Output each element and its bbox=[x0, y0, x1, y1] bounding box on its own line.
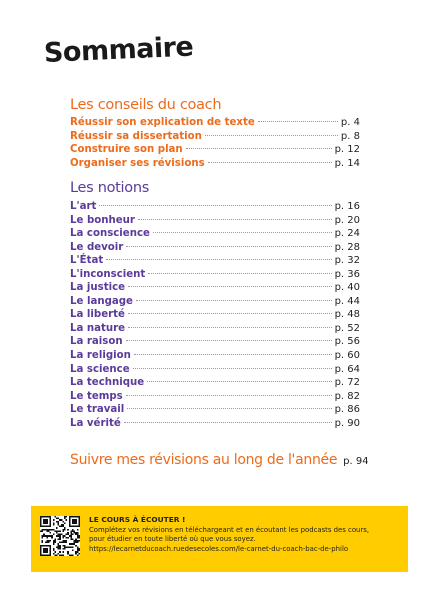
conseils-list bbox=[70, 116, 360, 170]
notion-entry[interactable] bbox=[70, 335, 360, 349]
toc-entry-label: Le langage bbox=[70, 295, 133, 307]
toc-entry-label: La science bbox=[70, 363, 130, 375]
dot-leader bbox=[136, 300, 332, 301]
toc-entry-label: Réussir sa dissertation bbox=[70, 130, 202, 142]
notions-section bbox=[70, 180, 360, 430]
toc-entry-label: La raison bbox=[70, 336, 123, 348]
notion-entry[interactable] bbox=[70, 308, 360, 322]
dot-leader bbox=[126, 395, 332, 396]
banner-line-1: Complétez vos révisions en téléchargeant et en écoutant les podcasts des cours, bbox=[89, 525, 370, 534]
suivi-section bbox=[70, 451, 369, 469]
toc-entry-page: p. 20 bbox=[334, 214, 360, 226]
toc-entry-page: p. 52 bbox=[334, 322, 360, 334]
toc-entry-label: La religion bbox=[70, 350, 131, 362]
toc-entry-suivi[interactable] bbox=[70, 451, 369, 469]
notions-list bbox=[70, 200, 360, 430]
toc-entry-page: p. 4 bbox=[340, 117, 360, 128]
toc-entry-label: Le devoir bbox=[70, 241, 124, 253]
conseils-heading: Les conseils du coach bbox=[70, 97, 222, 113]
banner-title: LE COURS À ÉCOUTER ! bbox=[89, 515, 186, 524]
toc-entry-label: Construire son plan bbox=[70, 144, 183, 156]
notion-entry[interactable] bbox=[70, 376, 360, 390]
notion-entry[interactable] bbox=[70, 214, 360, 228]
dot-leader bbox=[128, 313, 332, 314]
toc-entry-page: p. 60 bbox=[334, 350, 360, 362]
notion-entry[interactable] bbox=[70, 200, 360, 214]
conseils-entry[interactable] bbox=[70, 130, 360, 144]
dot-leader bbox=[106, 259, 331, 260]
toc-entry-label: Organiser ses révisions bbox=[70, 157, 205, 169]
toc-entry-label: Suivre mes révisions au long de l'année bbox=[70, 452, 338, 468]
notion-entry[interactable] bbox=[70, 417, 360, 431]
toc-entry-page: p. 90 bbox=[334, 417, 360, 429]
toc-entry-label: La conscience bbox=[70, 228, 150, 240]
dot-leader bbox=[126, 246, 331, 247]
toc-entry-label: La vérité bbox=[70, 417, 121, 429]
notion-entry[interactable] bbox=[70, 403, 360, 417]
banner-text bbox=[89, 515, 404, 554]
toc-entry-page: p. 44 bbox=[334, 295, 360, 307]
toc-entry-page: p. 24 bbox=[334, 228, 360, 240]
toc-entry-page: p. 28 bbox=[334, 241, 360, 253]
notion-entry[interactable] bbox=[70, 349, 360, 363]
toc-entry-label: La technique bbox=[70, 377, 145, 389]
dot-leader bbox=[124, 422, 332, 423]
toc-entry-label: Le bonheur bbox=[70, 214, 135, 226]
toc-entry-page: p. 64 bbox=[334, 363, 360, 375]
notion-entry[interactable] bbox=[70, 227, 360, 241]
dot-leader bbox=[148, 273, 331, 274]
notion-entry[interactable] bbox=[70, 241, 360, 255]
notion-entry[interactable] bbox=[70, 363, 360, 377]
toc-entry-page: p. 36 bbox=[334, 268, 360, 280]
toc-entry-page: p. 72 bbox=[334, 377, 360, 389]
dot-leader bbox=[208, 162, 332, 163]
toc-entry-label: La justice bbox=[70, 282, 126, 294]
dot-leader bbox=[126, 340, 332, 341]
qr-code-icon[interactable] bbox=[40, 516, 80, 556]
toc-entry-label: La liberté bbox=[70, 309, 125, 321]
toc-entry-label: L'art bbox=[70, 201, 97, 212]
dot-leader bbox=[153, 232, 332, 233]
notion-entry[interactable] bbox=[70, 268, 360, 282]
toc-entry-page: p. 40 bbox=[334, 282, 360, 294]
toc-entry-label: Le travail bbox=[70, 404, 125, 416]
toc-entry-label: Le temps bbox=[70, 390, 123, 402]
toc-entry-page: p. 16 bbox=[334, 201, 360, 212]
dot-leader bbox=[205, 135, 338, 136]
dot-leader bbox=[99, 205, 331, 206]
toc-entry-label: La nature bbox=[70, 322, 126, 334]
notion-entry[interactable] bbox=[70, 295, 360, 309]
dot-leader bbox=[133, 368, 332, 369]
dot-leader bbox=[186, 148, 332, 149]
banner-line-2: pour étudier en toute liberté où que vous soyez. bbox=[89, 535, 256, 544]
page-title: Sommaire bbox=[43, 31, 194, 69]
dot-leader bbox=[128, 327, 331, 328]
toc-entry-page: p. 82 bbox=[334, 390, 360, 402]
conseils-entry[interactable] bbox=[70, 116, 360, 130]
notion-entry[interactable] bbox=[70, 322, 360, 336]
dot-leader bbox=[147, 381, 331, 382]
conseils-entry[interactable] bbox=[70, 157, 360, 171]
podcast-banner bbox=[31, 506, 408, 572]
toc-entry-page: p. 14 bbox=[334, 157, 360, 169]
conseils-entry[interactable] bbox=[70, 143, 360, 157]
dot-leader bbox=[138, 219, 332, 220]
toc-entry-label: L'inconscient bbox=[70, 268, 146, 280]
toc-entry-page: p. 48 bbox=[334, 309, 360, 321]
dot-leader bbox=[128, 286, 332, 287]
notions-heading: Les notions bbox=[70, 180, 149, 196]
notion-entry[interactable] bbox=[70, 281, 360, 295]
conseils-section bbox=[70, 97, 360, 170]
toc-entry-page: p. 56 bbox=[334, 336, 360, 348]
toc-entry-label: L'État bbox=[70, 255, 104, 267]
dot-leader bbox=[127, 408, 331, 409]
toc-entry-label: Réussir son explication de texte bbox=[70, 117, 255, 128]
toc-entry-page: p. 12 bbox=[334, 144, 360, 156]
toc-entry-page: p. 8 bbox=[340, 130, 360, 142]
toc-entry-page: p. 86 bbox=[334, 404, 360, 416]
notion-entry[interactable] bbox=[70, 390, 360, 404]
dot-leader bbox=[134, 354, 332, 355]
toc-entry-page: p. 32 bbox=[334, 255, 360, 267]
dot-leader bbox=[258, 121, 338, 122]
banner-url-link[interactable]: https://lecarnetducoach.ruedesecoles.com/le-carnet-du-coach-bac-de-philo bbox=[89, 544, 349, 553]
toc-entry-page: p. 94 bbox=[343, 456, 369, 467]
notion-entry[interactable] bbox=[70, 254, 360, 268]
